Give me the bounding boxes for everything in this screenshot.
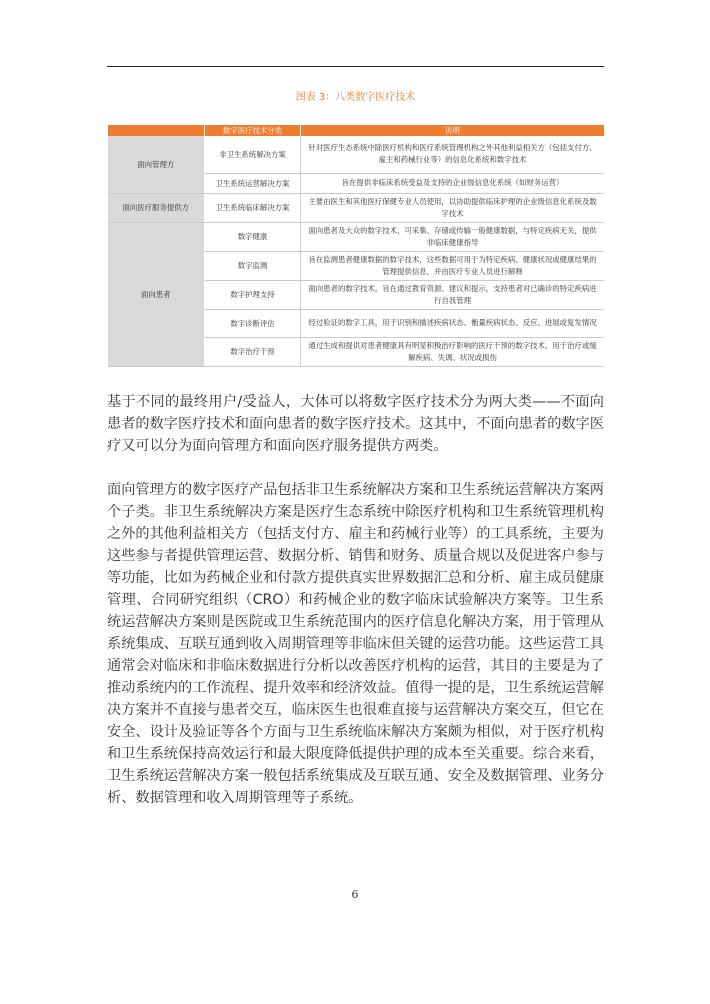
table-header-cell: 说明 xyxy=(301,125,605,136)
description-cell: 面向患者的数字技术，旨在通过教育资源、建议和提示，支持患者对已确诊的特定疾病进行自我管理 xyxy=(301,280,605,309)
category-cell: 面向管理方 xyxy=(108,136,205,193)
table-header-cell xyxy=(108,125,205,136)
paragraph-user-categories: 基于不同的最终用户/受益人，大体可以将数字医疗技术分为两大类——不面向患者的数字医疗技术和面向患者的数字医疗技术。这其中，不面向患者的数字医疗又可以分为面向管理方和面向医疗服务提供方两类。 xyxy=(107,394,604,454)
table-row xyxy=(108,136,605,173)
tech-type-cell: 非卫生系统解决方案 xyxy=(205,136,301,173)
page-number: 6 xyxy=(351,888,359,901)
table-row xyxy=(108,193,605,222)
header-rule xyxy=(107,66,604,67)
digital-health-tech-table xyxy=(107,125,604,367)
tech-type-cell: 数字治疗干预 xyxy=(205,337,301,366)
description-cell: 旨在提供非临床系统受益及支持的企业级信息化系统（如财务运营） xyxy=(301,173,605,193)
description-cell: 经过验证的数字工具，用于识别和描述疾病状态、衡量疾病状态、反应、进展或复发情况 xyxy=(301,309,605,337)
tech-type-cell: 卫生系统运营解决方案 xyxy=(205,173,301,193)
tech-type-cell: 数字护理支持 xyxy=(205,280,301,309)
tech-type-cell: 数字健康 xyxy=(205,222,301,251)
tech-type-cell: 卫生系统临床解决方案 xyxy=(205,193,301,222)
description-cell: 通过生成和提供对患者健康具有明显积极治疗影响的医疗干预的数字技术，用于治疗或缓解疾病、失调、状况或损伤 xyxy=(301,337,605,366)
table-header-row xyxy=(108,125,605,136)
description-cell: 面向患者及大众的数字技术，可采集、存储或传输一般健康数据，与特定疾病无关，提供非临床健康指导 xyxy=(301,222,605,251)
category-cell: 面向患者 xyxy=(108,222,205,366)
table-header-cell: 数字医疗技术分类 xyxy=(205,125,301,136)
figure-caption: 图表 3：八类数字医疗技术 xyxy=(295,92,416,103)
description-cell: 旨在监测患者健康数据的数字技术，这些数据可用于为特定疾病、健康状况或健康结果的管理提供信息，并由医疗专业人员进行解释 xyxy=(301,251,605,280)
tech-type-cell: 数字诊断评估 xyxy=(205,309,301,337)
category-cell: 面向医疗服务提供方 xyxy=(108,193,205,222)
description-cell: 主要由医生和其他医疗保健专业人员使用，以协助提供临床护理的企业级信息化系统及数字技术 xyxy=(301,193,605,222)
paragraph-management-solutions: 面向管理方的数字医疗产品包括非卫生系统解决方案和卫生系统运营解决方案两个子类。非卫生系统解决方案是医疗生态系统中除医疗机构和卫生系统管理机构之外的其他利益相关方（包括支付方、雇主和药械行业等）的工具系统，主要为这些参与者提供管理运营、数据分析、销售和财务、质量合规以及促进客户参与等功能，比如为药械企业和付款方提供真实世界数据汇总和分析、雇主成员健康管理、合同研究组织（CRO）和药械企业的数字临床试验解决方案等。卫生系统运营解决方案则是医院或卫生系统范围内的医疗信息化解决方案，用于管理从系统集成、互联互通到收入周期管理等非临床但关键的运营功能。这些运营工具通常会对临床和非临床数据进行分析以改善医疗机构的运营，其目的主要是为了推动系统内的工作流程、提升效率和经济效益。值得一提的是，卫生系统运营解决方案并不直接与患者交互，临床医生也很难直接与运营解决方案交互，但它在安全、设计及验证等各个方面与卫生系统临床解决方案颇为相似，对于医疗机构和卫生系统保持高效运行和最大限度降低提供护理的成本至关重要。综合来看，卫生系统运营解决方案一般包括系统集成及互联互通、安全及数据管理、业务分析、数据管理和收入周期管理等子系统。 xyxy=(107,482,604,806)
description-cell: 针对医疗生态系统中除医疗机构和医疗系统管理机构之外其他利益相关方（包括支付方、雇主和药械行业等）的信息化系统和数字技术 xyxy=(301,136,605,173)
table-row xyxy=(108,222,605,251)
tech-type-cell: 数字监测 xyxy=(205,251,301,280)
